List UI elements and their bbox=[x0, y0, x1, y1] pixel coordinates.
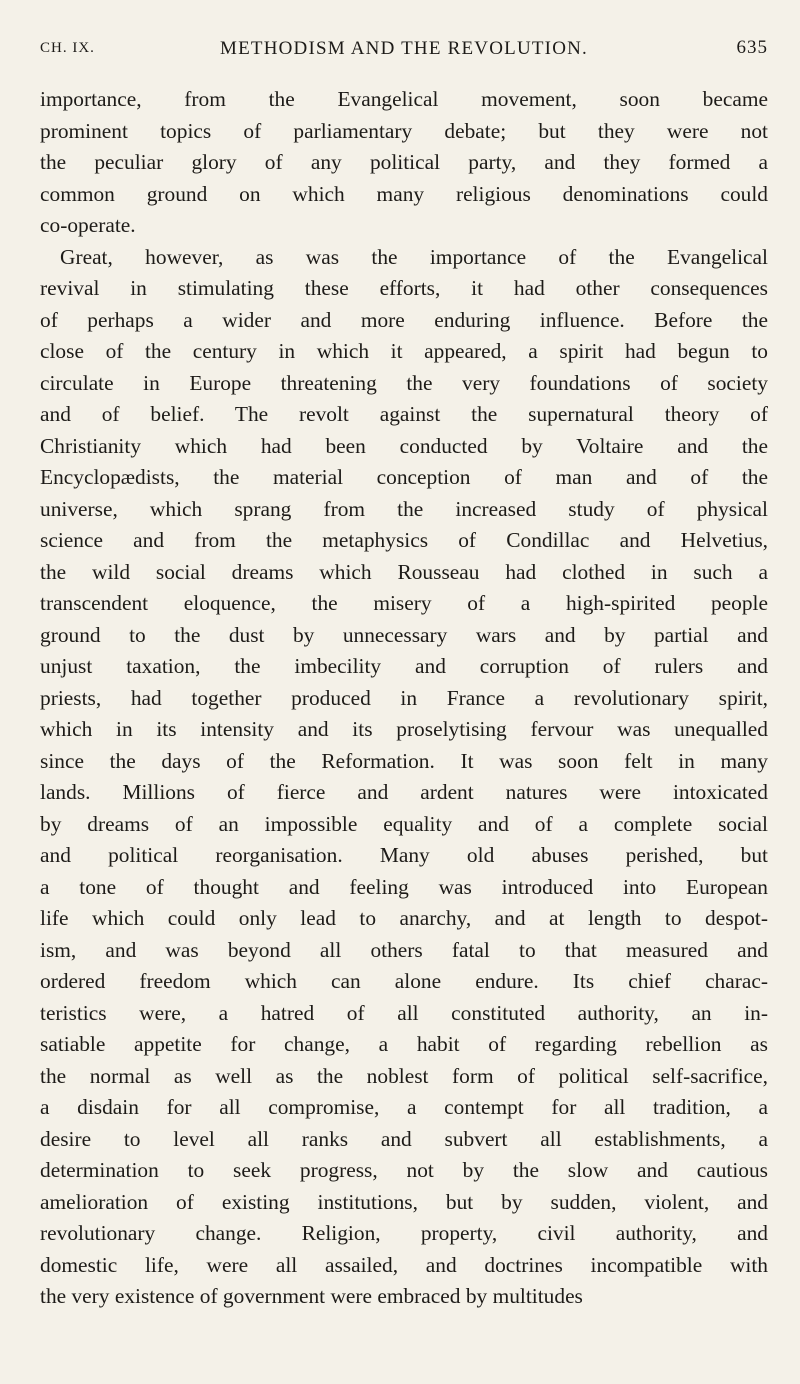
text-line: co-operate. bbox=[40, 213, 136, 237]
text-line: importance, from the Evangelical movement, soon became bbox=[40, 87, 768, 111]
text-line: Encyclopædists, the material conception of man and of the bbox=[40, 465, 768, 489]
text-line: which in its intensity and its proselytising fervour was unequalled bbox=[40, 717, 768, 741]
text-line: a tone of thought and feeling was introduced into European bbox=[40, 874, 768, 899]
text-line: lands. Millions of fierce and ardent natures were intoxicated bbox=[40, 780, 768, 804]
text-line: ground to the dust by unnecessary wars and by partial and bbox=[40, 622, 768, 647]
text-line: close of the century in which it appeared, a spirit had begun to bbox=[40, 339, 768, 363]
text-line: the wild social dreams which Rousseau had clothed in such a bbox=[40, 559, 768, 584]
text-line: the peculiar glory of any political party, and they formed a bbox=[40, 150, 768, 174]
running-head bbox=[40, 30, 768, 70]
text-line: the normal as well as the noblest form of political self-sacrifice, bbox=[40, 1063, 768, 1088]
text-line: life which could only lead to anarchy, and at length to despot- bbox=[40, 906, 768, 930]
text-line: prominent topics of parliamentary debate; but they were not bbox=[40, 118, 768, 143]
body-text bbox=[40, 84, 768, 1313]
chapter-number: CH. IX. bbox=[40, 40, 95, 56]
page-number: 635 bbox=[736, 37, 768, 58]
text-line: desire to level all ranks and subvert all establishments, a bbox=[40, 1126, 768, 1151]
text-line: determination to seek progress, not by the slow and cautious bbox=[40, 1158, 768, 1182]
text-line: Christianity which had been conducted by Voltaire and the bbox=[40, 433, 768, 458]
text-line: ordered freedom which can alone endure. Its chief charac- bbox=[40, 969, 768, 993]
text-line: Great, however, as was the importance of the Evangelical bbox=[60, 244, 768, 269]
text-line: the very existence of government were embraced by multitudes bbox=[40, 1284, 583, 1308]
text-line: revolutionary change. Religion, property, civil authority, and bbox=[40, 1221, 768, 1245]
text-line: ism, and was beyond all others fatal to that measured and bbox=[40, 937, 768, 962]
text-line: unjust taxation, the imbecility and corruption of rulers and bbox=[40, 654, 768, 678]
running-title: METHODISM AND THE REVOLUTION. bbox=[220, 38, 588, 59]
text-line: domestic life, were all assailed, and doctrines incompatible with bbox=[40, 1252, 768, 1277]
text-line: amelioration of existing institutions, but by sudden, violent, and bbox=[40, 1189, 768, 1214]
text-line: universe, which sprang from the increased study of physical bbox=[40, 496, 768, 521]
text-line: revival in stimulating these efforts, it had other consequences bbox=[40, 276, 768, 300]
text-line: common ground on which many religious denominations could bbox=[40, 181, 768, 206]
text-line: teristics were, a hatred of all constituted authority, an in- bbox=[40, 1000, 768, 1025]
text-line: and of belief. The revolt against the supernatural theory of bbox=[40, 402, 768, 426]
text-line: transcendent eloquence, the misery of a high-spirited people bbox=[40, 591, 768, 615]
text-line: since the days of the Reformation. It was soon felt in many bbox=[40, 748, 768, 773]
text-line: of perhaps a wider and more enduring influence. Before the bbox=[40, 307, 768, 332]
text-line: by dreams of an impossible equality and of a complete social bbox=[40, 811, 768, 836]
text-line: circulate in Europe threatening the very foundations of society bbox=[40, 370, 768, 395]
text-line: a disdain for all compromise, a contempt for all tradition, a bbox=[40, 1095, 768, 1119]
text-line: satiable appetite for change, a habit of regarding rebellion as bbox=[40, 1032, 768, 1056]
text-line: and political reorganisation. Many old abuses perished, but bbox=[40, 843, 768, 867]
text-line: science and from the metaphysics of Condillac and Helvetius, bbox=[40, 528, 768, 552]
text-line: priests, had together produced in France a revolutionary spirit, bbox=[40, 685, 768, 710]
